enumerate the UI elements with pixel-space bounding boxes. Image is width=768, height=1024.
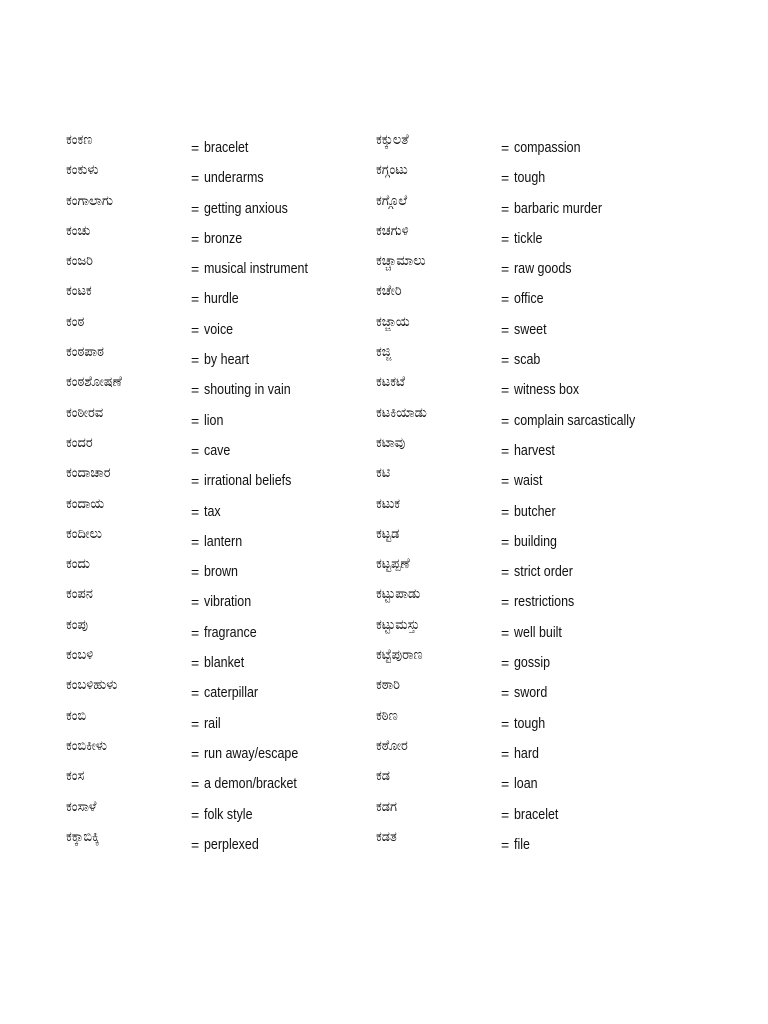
- equals-sign: =: [501, 382, 510, 399]
- kannada-word: ಕಂಬಳಿಹುಳು: [66, 677, 118, 694]
- kannada-word: ಕಂಠ: [66, 313, 85, 330]
- equals-sign: =: [191, 685, 200, 702]
- word-entry: [66, 403, 366, 433]
- english-meaning: file: [514, 836, 530, 853]
- kannada-word: ಕಠಾರಿ: [376, 677, 400, 694]
- word-entry: [376, 524, 676, 554]
- equals-sign: =: [501, 685, 510, 702]
- kannada-word: ಕಡತ: [376, 828, 397, 845]
- english-meaning: gossip: [514, 655, 551, 672]
- kannada-word: ಕಟುಕ: [376, 495, 401, 512]
- kannada-word: ಕಂದೀಲು: [66, 525, 102, 542]
- right-word-column: [376, 130, 676, 857]
- equals-sign: =: [191, 836, 200, 853]
- word-entry: [66, 312, 366, 342]
- english-meaning: waist: [514, 473, 543, 490]
- kannada-word: ಕಟಾವು: [376, 434, 406, 451]
- equals-sign: =: [501, 321, 510, 338]
- english-meaning: office: [514, 291, 544, 308]
- word-entry: [66, 191, 366, 221]
- kannada-word: ಕಡ: [376, 768, 391, 785]
- equals-sign: =: [191, 382, 200, 399]
- english-meaning: tickle: [514, 230, 543, 247]
- kannada-word: ಕಟ್ಟಡ: [376, 525, 400, 542]
- word-entry: [66, 130, 366, 160]
- equals-sign: =: [501, 776, 510, 793]
- equals-sign: =: [501, 291, 510, 308]
- kannada-word: ಕಂಪನ: [66, 586, 93, 603]
- equals-sign: =: [191, 533, 200, 550]
- kannada-word: ಕಗ್ಗಂಟು: [376, 162, 408, 179]
- word-entry: [376, 706, 676, 736]
- english-meaning: complain sarcastically: [514, 412, 636, 429]
- kannada-word: ಕಟಕಟೆ: [376, 374, 405, 391]
- equals-sign: =: [501, 806, 510, 823]
- english-meaning: restrictions: [514, 594, 575, 611]
- english-meaning: witness box: [514, 382, 580, 399]
- equals-sign: =: [191, 715, 200, 732]
- english-meaning: voice: [204, 321, 234, 338]
- english-meaning: musical instrument: [204, 261, 308, 278]
- equals-sign: =: [501, 655, 510, 672]
- word-entry: [66, 221, 366, 251]
- word-entry: [66, 160, 366, 190]
- word-entry: [376, 827, 676, 857]
- english-meaning: sword: [514, 685, 548, 702]
- english-meaning: tax: [204, 503, 221, 520]
- word-entry: [66, 615, 366, 645]
- english-meaning: getting anxious: [204, 200, 288, 217]
- english-meaning: bracelet: [514, 806, 559, 823]
- kannada-word: ಕಗ್ಗೊಲೆ: [376, 192, 408, 209]
- kannada-word: ಕಟ್ಟುಮಸ್ತು: [376, 616, 420, 633]
- english-meaning: harvest: [514, 442, 555, 459]
- kannada-word: ಕಂಠಶೋಷಣೆ: [66, 374, 122, 391]
- equals-sign: =: [191, 503, 200, 520]
- kannada-word: ಕಂಠೀರವ: [66, 404, 104, 421]
- equals-sign: =: [501, 230, 510, 247]
- word-entry: [66, 433, 366, 463]
- word-entry: [376, 645, 676, 675]
- word-entry: [66, 766, 366, 796]
- english-meaning: raw goods: [514, 261, 572, 278]
- equals-sign: =: [191, 170, 200, 187]
- equals-sign: =: [501, 594, 510, 611]
- english-meaning: blanket: [204, 655, 245, 672]
- kannada-word: ಕಂಪು: [66, 616, 88, 633]
- kannada-word: ಕಠಿಣ: [376, 707, 398, 724]
- equals-sign: =: [501, 624, 510, 641]
- equals-sign: =: [501, 503, 510, 520]
- word-entry: [376, 463, 676, 493]
- word-entry: [66, 584, 366, 614]
- kannada-word: ಕಂಕುಳು: [66, 162, 99, 179]
- word-entry: [66, 554, 366, 584]
- kannada-word: ಕಂಬಿ: [66, 707, 87, 724]
- kannada-word: ಕಜ್ಜಿ: [376, 344, 392, 361]
- word-entry: [376, 403, 676, 433]
- kannada-word: ಕಚಗುಳಿ: [376, 222, 409, 239]
- kannada-word: ಕಂಗಾಲಾಗು: [66, 192, 113, 209]
- english-meaning: underarms: [204, 170, 264, 187]
- word-entry: [376, 494, 676, 524]
- word-entry: [376, 221, 676, 251]
- english-meaning: bracelet: [204, 140, 249, 156]
- english-meaning: bronze: [204, 230, 243, 247]
- equals-sign: =: [191, 655, 200, 672]
- english-meaning: vibration: [204, 594, 252, 611]
- kannada-word: ಕಂಬಳಿ: [66, 647, 94, 664]
- word-entry: [66, 342, 366, 372]
- word-entry: [376, 736, 676, 766]
- equals-sign: =: [501, 442, 510, 459]
- equals-sign: =: [191, 564, 200, 581]
- kannada-word: ಕಟಿ: [376, 465, 391, 482]
- kannada-word: ಕಕ್ಕುಲತೆ: [376, 132, 409, 148]
- equals-sign: =: [501, 261, 510, 278]
- word-entry: [376, 766, 676, 796]
- word-entry: [66, 797, 366, 827]
- word-entry: [66, 372, 366, 402]
- word-entry: [66, 736, 366, 766]
- equals-sign: =: [501, 140, 510, 156]
- english-meaning: caterpillar: [204, 685, 259, 702]
- kannada-word: ಕಟ್ಟೆಪುರಾಣ: [376, 647, 423, 664]
- equals-sign: =: [501, 473, 510, 490]
- kannada-word: ಕಜ್ಜಾಯ: [376, 313, 410, 330]
- equals-sign: =: [191, 291, 200, 308]
- english-meaning: lantern: [204, 533, 243, 550]
- equals-sign: =: [501, 412, 510, 429]
- equals-sign: =: [191, 412, 200, 429]
- word-entry: [376, 130, 676, 160]
- english-meaning: building: [514, 533, 557, 550]
- english-meaning: scab: [514, 352, 541, 369]
- word-entry: [376, 160, 676, 190]
- english-meaning: strict order: [514, 564, 573, 581]
- english-meaning: brown: [204, 564, 238, 581]
- english-meaning: loan: [514, 776, 538, 793]
- english-meaning: barbaric murder: [514, 200, 603, 217]
- kannada-word: ಕಂದಾಯ: [66, 495, 105, 512]
- kannada-word: ಕಂಜರಿ: [66, 253, 93, 270]
- english-meaning: hard: [514, 745, 539, 762]
- word-entry: [376, 433, 676, 463]
- english-meaning: sweet: [514, 321, 547, 338]
- equals-sign: =: [191, 140, 200, 156]
- kannada-word: ಕಂಕಣ: [66, 132, 93, 148]
- kannada-word: ಕಕ್ಕಾಬಿಕ್ಕಿ: [66, 828, 100, 845]
- english-meaning: butcher: [514, 503, 556, 520]
- english-meaning: irrational beliefs: [204, 473, 292, 490]
- equals-sign: =: [191, 745, 200, 762]
- english-meaning: cave: [204, 442, 231, 459]
- kannada-word: ಕಚ್ಚಾಮಾಲು: [376, 253, 426, 270]
- word-entry: [376, 554, 676, 584]
- kannada-word: ಕಂಸ: [66, 768, 85, 785]
- english-meaning: compassion: [514, 140, 581, 156]
- equals-sign: =: [191, 473, 200, 490]
- kannada-word: ಕಚೇರಿ: [376, 283, 402, 300]
- kannada-word: ಕಟ್ಟುಪಾಡು: [376, 586, 421, 603]
- equals-sign: =: [501, 564, 510, 581]
- equals-sign: =: [191, 594, 200, 611]
- kannada-word: ಕಟ್ಟಪ್ಪಣೆ: [376, 556, 410, 573]
- word-entry: [66, 827, 366, 857]
- english-meaning: rail: [204, 715, 221, 732]
- english-meaning: tough: [514, 715, 546, 732]
- word-entry: [66, 675, 366, 705]
- kannada-word: ಕಂದಾಚಾರ: [66, 465, 111, 482]
- kannada-word: ಕಡಗ: [376, 798, 397, 815]
- english-meaning: run away/escape: [204, 745, 299, 762]
- kannada-word: ಕಂಸಾಳೆ: [66, 798, 97, 815]
- left-word-column: [66, 130, 366, 857]
- word-entry: [376, 615, 676, 645]
- equals-sign: =: [191, 230, 200, 247]
- equals-sign: =: [191, 321, 200, 338]
- kannada-word: ಕಂಟಕ: [66, 283, 92, 300]
- english-meaning: a demon/bracket: [204, 776, 297, 793]
- english-meaning: by heart: [204, 352, 250, 369]
- equals-sign: =: [501, 533, 510, 550]
- equals-sign: =: [191, 442, 200, 459]
- english-meaning: lion: [204, 412, 224, 429]
- english-meaning: fragrance: [204, 624, 257, 641]
- word-entry: [66, 645, 366, 675]
- equals-sign: =: [191, 624, 200, 641]
- equals-sign: =: [501, 745, 510, 762]
- kannada-word: ಕಂದರ: [66, 434, 93, 451]
- english-meaning: tough: [514, 170, 546, 187]
- word-entry: [376, 312, 676, 342]
- word-entry: [376, 797, 676, 827]
- equals-sign: =: [501, 352, 510, 369]
- word-entry: [66, 281, 366, 311]
- equals-sign: =: [501, 836, 510, 853]
- kannada-word: ಕಂದು: [66, 556, 90, 573]
- word-entry: [66, 706, 366, 736]
- word-entry: [376, 372, 676, 402]
- word-entry: [66, 251, 366, 281]
- english-meaning: well built: [514, 624, 562, 641]
- equals-sign: =: [501, 715, 510, 732]
- word-entry: [66, 494, 366, 524]
- word-entry: [66, 524, 366, 554]
- word-entry: [376, 281, 676, 311]
- word-entry: [376, 342, 676, 372]
- equals-sign: =: [501, 170, 510, 187]
- kannada-word: ಕಂಚು: [66, 222, 91, 239]
- english-meaning: shouting in vain: [204, 382, 291, 399]
- english-meaning: hurdle: [204, 291, 239, 308]
- english-meaning: folk style: [204, 806, 253, 823]
- english-meaning: perplexed: [204, 836, 259, 853]
- kannada-word: ಕಠೋರ: [376, 737, 408, 754]
- word-entry: [376, 584, 676, 614]
- word-entry: [376, 251, 676, 281]
- kannada-word: ಕಂಠಪಾಠ: [66, 344, 104, 361]
- equals-sign: =: [191, 200, 200, 217]
- word-entry: [376, 191, 676, 221]
- word-entry: [376, 675, 676, 705]
- kannada-word: ಕಟಕಿಯಾಡು: [376, 404, 427, 421]
- equals-sign: =: [191, 352, 200, 369]
- equals-sign: =: [191, 261, 200, 278]
- kannada-word: ಕಂಬಿಕೀಳು: [66, 737, 107, 754]
- equals-sign: =: [191, 776, 200, 793]
- equals-sign: =: [501, 200, 510, 217]
- word-entry: [66, 463, 366, 493]
- equals-sign: =: [191, 806, 200, 823]
